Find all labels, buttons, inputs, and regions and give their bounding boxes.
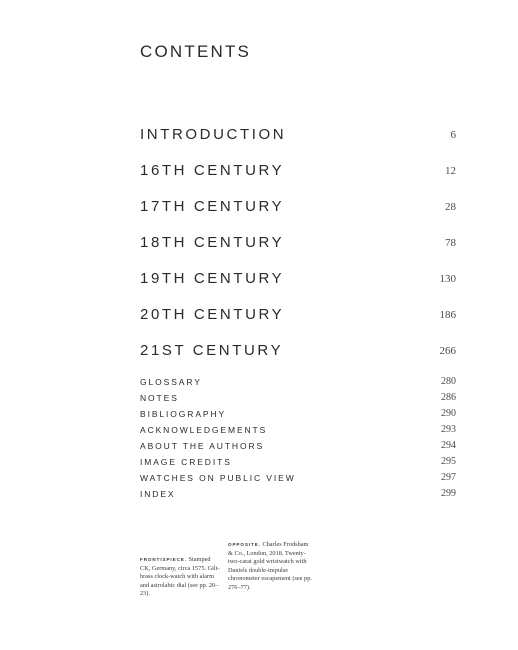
chapter-entry[interactable] [140,122,456,158]
chapter-page-number: 266 [439,345,456,357]
caption-text: Charles Frodsham & Co., London, 2018. Twenty-two-carat gold wristwatch with Daniels double-impulse chronometer escapement (see pp. 276–77). [228,541,312,591]
back-matter-page-number: 299 [441,488,456,499]
chapter-page-number: 186 [439,309,456,321]
back-matter-entry[interactable] [140,472,456,488]
chapter-title: 18TH CENTURY [140,234,285,251]
caption-label: OPPOSITE. [228,542,261,547]
back-matter-title: NOTES [140,393,179,403]
back-matter-title: ABOUT THE AUTHORS [140,441,265,451]
chapter-page-number: 130 [439,273,456,285]
back-matter-page-number: 290 [441,408,456,419]
chapter-entry[interactable] [140,266,456,302]
chapter-entry[interactable] [140,158,456,194]
chapter-title: 16TH CENTURY [140,162,285,179]
back-matter-page-number: 297 [441,472,456,483]
back-matter-page-number: 280 [441,376,456,387]
back-matter-title: BIBLIOGRAPHY [140,409,227,419]
back-matter-title: INDEX [140,489,176,499]
chapter-page-number: 78 [445,237,456,249]
chapter-entry[interactable] [140,338,456,374]
chapter-list [140,122,456,374]
caption-label: FRONTISPIECE. [140,557,187,562]
chapter-page-number: 6 [450,129,456,141]
back-matter-entry[interactable] [140,488,456,504]
chapter-title: 17TH CENTURY [140,198,285,215]
back-matter-entry[interactable] [140,424,456,440]
opposite-caption [228,541,314,593]
chapter-page-number: 12 [445,165,456,177]
back-matter-entry[interactable] [140,392,456,408]
chapter-entry[interactable] [140,194,456,230]
chapter-title: 21ST CENTURY [140,342,284,359]
back-matter-entry[interactable] [140,376,456,392]
frontispiece-caption [140,556,220,599]
chapter-title: 19TH CENTURY [140,270,285,287]
back-matter-entry[interactable] [140,440,456,456]
chapter-entry[interactable] [140,230,456,266]
chapter-title: INTRODUCTION [140,126,287,143]
back-matter-entry[interactable] [140,456,456,472]
back-matter-title: WATCHES ON PUBLIC VIEW [140,473,296,483]
back-matter-title: IMAGE CREDITS [140,457,232,467]
page-title: CONTENTS [140,42,252,61]
back-matter-page-number: 294 [441,440,456,451]
chapter-entry[interactable] [140,302,456,338]
back-matter-title: GLOSSARY [140,377,202,387]
back-matter-list [140,376,456,504]
back-matter-page-number: 295 [441,456,456,467]
back-matter-page-number: 286 [441,392,456,403]
back-matter-title: ACKNOWLEDGEMENTS [140,425,268,435]
back-matter-entry[interactable] [140,408,456,424]
chapter-page-number: 28 [445,201,456,213]
back-matter-page-number: 293 [441,424,456,435]
caption-text: Stamped CK, Germany, circa 1575. Gilt-brass clock-watch with alarm and astrolabic dial (see pp. 20–23). [140,556,220,598]
chapter-title: 20TH CENTURY [140,306,285,323]
